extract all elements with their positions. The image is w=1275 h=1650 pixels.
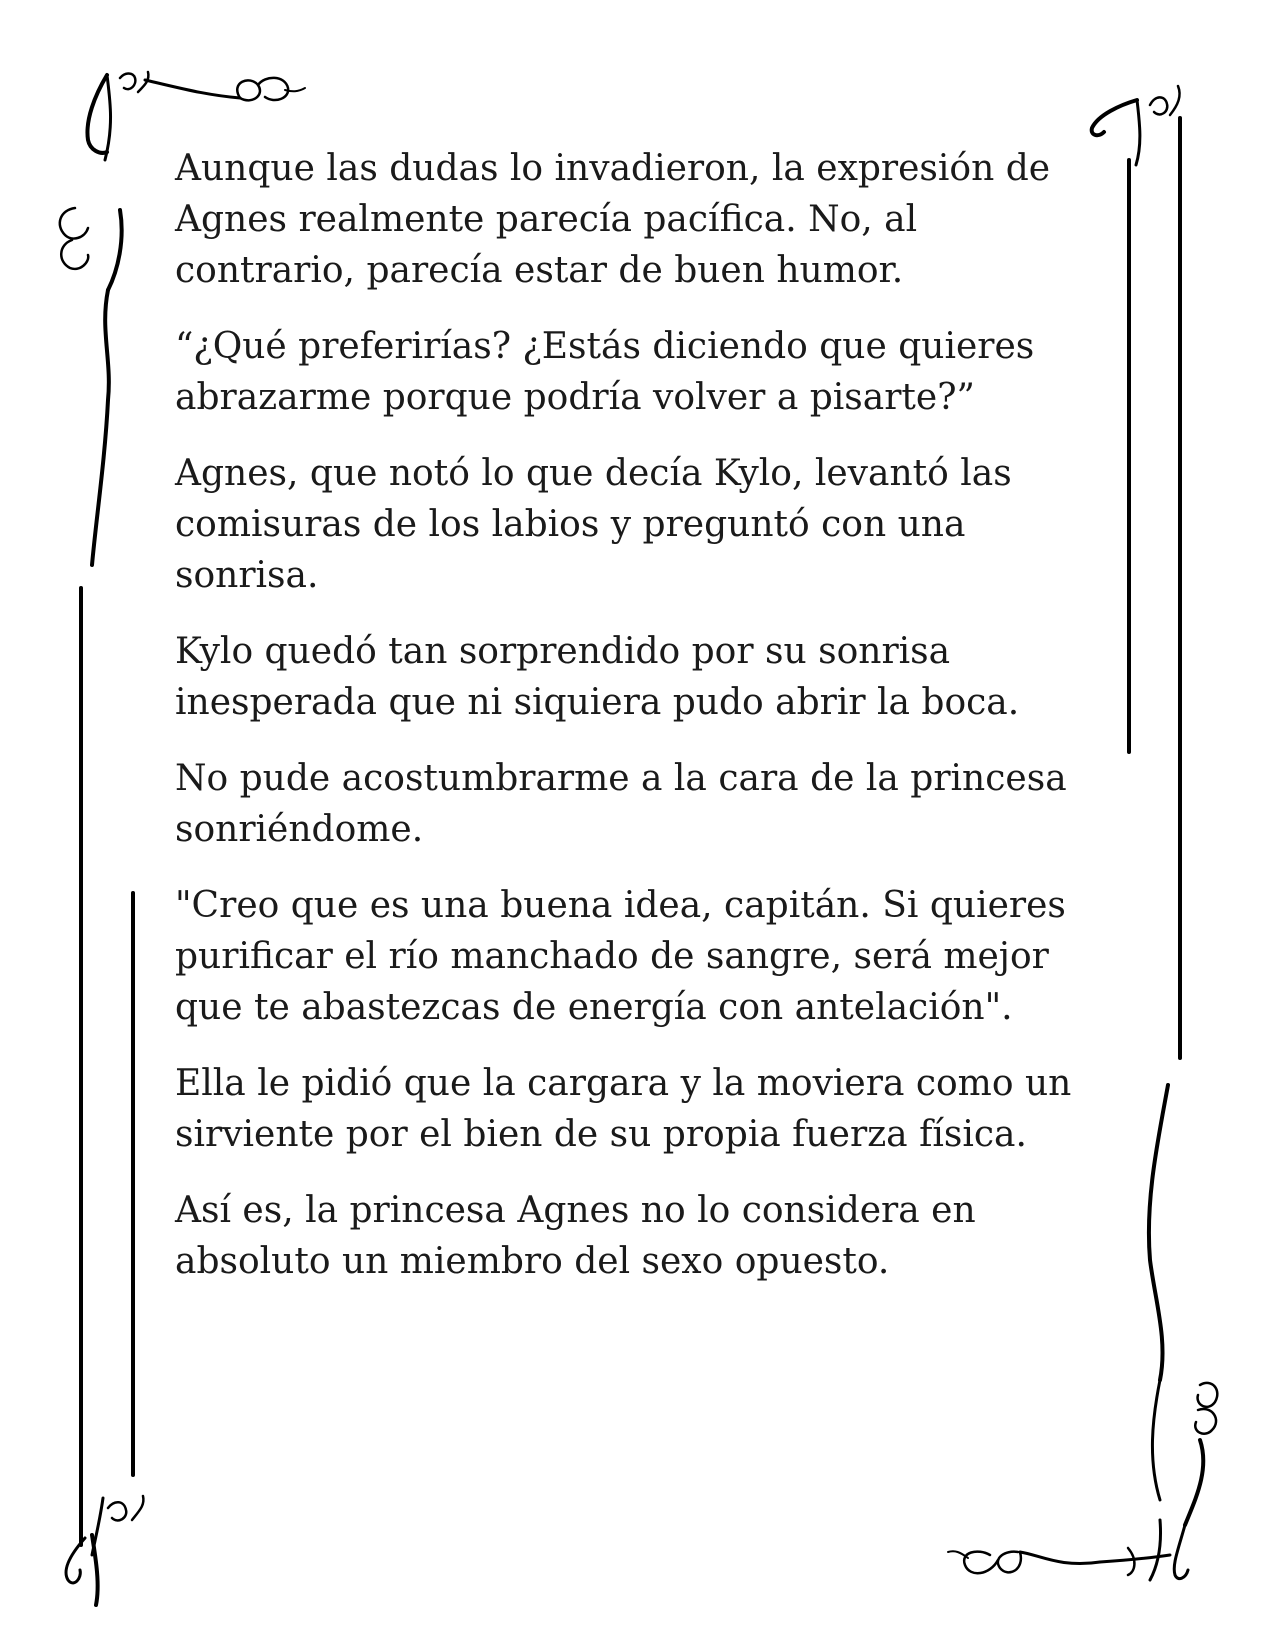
paragraph-8: Así es, la princesa Agnes no lo considera en absoluto un miembro del sexo opuesto. — [175, 1190, 976, 1282]
paragraph-5: No pude acostumbrarme a la cara de la princesa sonriéndome. — [175, 758, 1067, 850]
paragraph-6: "Creo que es una buena idea, capitán. Si quieres purificar el río manchado de sangre, será mejor que te abastezcas de energía con antelación". — [175, 885, 1066, 1028]
story-text — [175, 143, 1075, 1312]
paragraph-7: Ella le pidió que la cargara y la moviera como un sirviente por el bien de su propia fuerza física. — [175, 1063, 1072, 1155]
paragraph-2: “¿Qué preferirías? ¿Estás diciendo que quieres abrazarme porque podría volver a pisarte?” — [175, 326, 1035, 418]
paragraph-3: Agnes, que notó lo que decía Kylo, levantó las comisuras de los labios y preguntó con una sonrisa. — [175, 453, 1012, 596]
paragraph-1: Aunque las dudas lo invadieron, la expresión de Agnes realmente parecía pacífica. No, al contrario, parecía estar de buen humor. — [175, 148, 1051, 291]
top-right-flourish-icon — [1092, 86, 1180, 165]
bottom-left-flourish-icon — [66, 1496, 143, 1605]
paragraph-4: Kylo quedó tan sorprendido por su sonrisa inesperada que ni siquiera pudo abrir la boca. — [175, 631, 1020, 723]
